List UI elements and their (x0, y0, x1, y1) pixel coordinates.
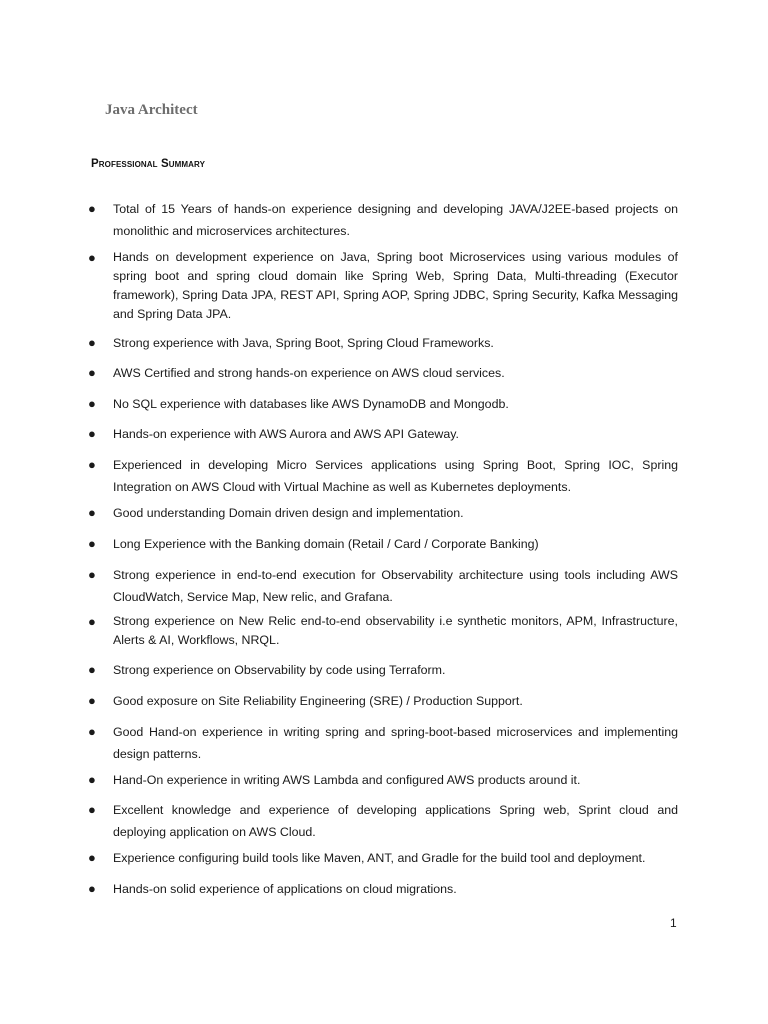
summary-list-item (88, 721, 678, 765)
summary-list-item (88, 659, 678, 681)
summary-item-text: Total of 15 Years of hands-on experience designing and developing JAVA/J2EE-based projects on monolithic and microservices architectures. (113, 202, 678, 238)
bullet-icon: ● (88, 693, 96, 708)
summary-item-text: AWS Certified and strong hands-on experience on AWS cloud services. (113, 366, 505, 380)
bullet-icon: ● (88, 396, 96, 411)
bullet-icon: ● (88, 724, 96, 739)
summary-list-item (88, 690, 678, 712)
summary-item-text: Strong experience on New Relic end-to-end observability i.e synthetic monitors, APM, Infrastructure, Alerts & AI, Workflows, NRQL. (113, 614, 678, 647)
section-heading-professional-summary: Professional Summary (91, 158, 206, 170)
bullet-icon: ● (88, 567, 96, 582)
summary-item-text: Hand-On experience in writing AWS Lambda and configured AWS products around it. (113, 773, 581, 787)
summary-list-item (88, 454, 678, 498)
summary-list-item (88, 248, 678, 324)
summary-list-item (88, 847, 678, 869)
summary-item-text: Long Experience with the Banking domain (Retail / Card / Corporate Banking) (113, 537, 539, 551)
bullet-icon: ● (88, 881, 96, 896)
bullet-icon: ● (88, 802, 96, 817)
summary-list-item (88, 878, 678, 900)
summary-item-text: Good Hand-on experience in writing spring and spring-boot-based microservices and implementing design patterns. (113, 725, 678, 761)
summary-item-text: Strong experience with Java, Spring Boot, Spring Cloud Frameworks. (113, 336, 494, 350)
summary-item-text: Strong experience on Observability by code using Terraform. (113, 663, 446, 677)
bullet-icon: ● (88, 201, 96, 216)
summary-item-text: Good understanding Domain driven design and implementation. (113, 506, 464, 520)
summary-item-text: Experience configuring build tools like Maven, ANT, and Gradle for the build tool and deployment. (113, 851, 646, 865)
summary-list-item (88, 799, 678, 843)
summary-list-item (88, 769, 678, 791)
bullet-icon: ● (88, 426, 96, 441)
bullet-icon: ● (88, 335, 96, 350)
summary-list-item (88, 198, 678, 242)
bullet-icon: ● (88, 457, 96, 472)
bullet-icon: ● (88, 536, 96, 551)
summary-item-text: Good exposure on Site Reliability Engineering (SRE) / Production Support. (113, 694, 523, 708)
page-number: 1 (670, 916, 677, 930)
summary-list-item (88, 502, 678, 524)
summary-item-text: Hands on development experience on Java, Spring boot Microservices using various modules of spring boot and spring cloud domain like Spring Web, Spring Data, Multi-threading (Executor framework), Spring Data JPA, REST API, Spring AOP, Spring JDBC, Spring Security, Kafka Messaging and Spring Data JPA. (113, 250, 678, 321)
summary-list-item (88, 533, 678, 555)
bullet-icon: ● (88, 772, 96, 787)
summary-list-item (88, 564, 678, 608)
summary-list-item (88, 332, 678, 354)
summary-list-item (88, 423, 678, 445)
bullet-icon: ● (88, 614, 96, 629)
summary-item-text: Hands-on experience with AWS Aurora and AWS API Gateway. (113, 427, 459, 441)
summary-list-item (88, 612, 678, 650)
bullet-icon: ● (88, 850, 96, 865)
summary-item-text: Experienced in developing Micro Services applications using Spring Boot, Spring IOC, Spring Integration on AWS Cloud with Virtual Machine as well as Kubernetes deployments. (113, 458, 678, 494)
document-title: Java Architect (105, 102, 198, 118)
summary-item-text: Excellent knowledge and experience of developing applications Spring web, Sprint cloud and deploying application on AWS Cloud. (113, 803, 678, 839)
bullet-icon: ● (88, 365, 96, 380)
summary-item-text: Hands-on solid experience of applications on cloud migrations. (113, 882, 457, 896)
summary-item-text: Strong experience in end-to-end execution for Observability architecture using tools including AWS CloudWatch, Service Map, New relic, and Grafana. (113, 568, 678, 604)
bullet-icon: ● (88, 250, 96, 265)
bullet-icon: ● (88, 662, 96, 677)
summary-list-item (88, 362, 678, 384)
summary-item-text: No SQL experience with databases like AWS DynamoDB and Mongodb. (113, 397, 509, 411)
summary-list-item (88, 393, 678, 415)
bullet-icon: ● (88, 505, 96, 520)
